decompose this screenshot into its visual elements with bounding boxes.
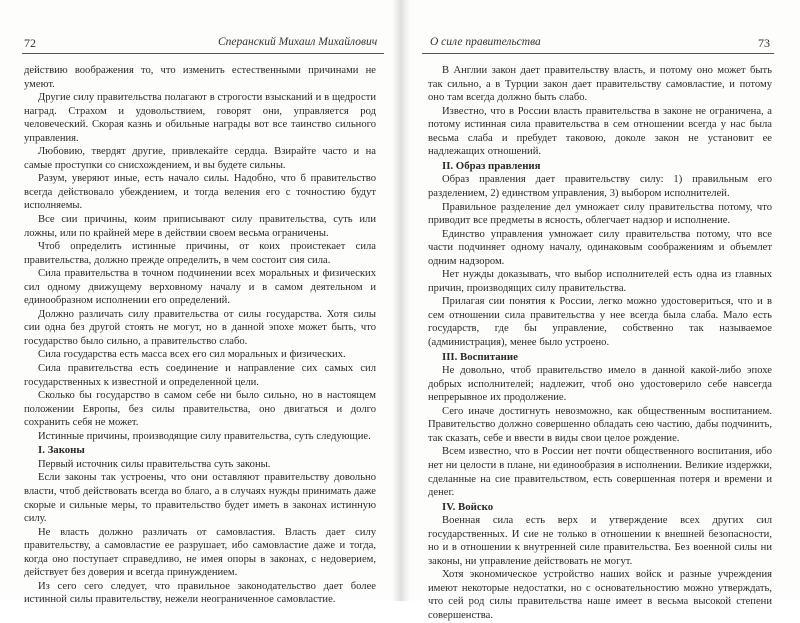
paragraph: Правильное разделение дел умножает силу правительства потому, что приводит все предметы в ясность, облегчает надзор и исполнение. [428, 201, 772, 227]
paragraph: Военная сила есть верх и утверждение всех других сил государственных. И сие не только в отношении к внешней безопасности, но и в отношении к внутренней силе правительства. Без военной силы ни законы, ни управление действовать не могут. [428, 515, 772, 567]
section-heading: II. Образ правления [442, 159, 541, 172]
paragraph: Первый источник силы правительства суть законы. [38, 458, 271, 470]
paragraph: Должно различать силу правительства от силы государства. Хотя силы сии одна без другой стоять не могут, но в данной эпохе может быть, что государство было сильно, а правительство слабо. [24, 308, 376, 347]
header-rule [422, 53, 774, 54]
paragraph: Единство управления умножает силу правительства потому, что все части подчиняет одному началу, одинаковым соображениям и объемлет одним надзором. [428, 228, 772, 267]
paragraph: Сила государства есть масса всех его сил моральных и физических. [38, 349, 346, 361]
paragraph: Всем известно, что в России нет почти общественного воспитания, ибо нет ни целости в плане, ни единообразия в исполнении. Великие издержки, сделанные на сие правительством, есть совершенная потеря и времени и денег. [428, 446, 772, 499]
left-page [0, 0, 400, 606]
page-body [24, 64, 376, 607]
page-body [428, 64, 772, 623]
paragraph: Истинные причины, производящие силу правительства, суть следующие. [38, 430, 371, 442]
paragraph: Образ правления дает правительству силу: 1) правильным его разделением, 2) единством управления, 3) выбором исполнителей. [428, 174, 772, 199]
paragraph: Все сии причины, коим приписывают силу правительства, суть или ложны, или по крайней мере в действии своем весьма ограничены. [24, 214, 376, 239]
paragraph: В Англии закон дает правительству власть, и потому оно может быть так сильно, а в Турции закон дает правительству самовластие, и потому оно там всегда должно быть слабо. [428, 65, 772, 104]
paragraph: Не довольно, чтоб правительство имело в данной какой-либо эпохе добрых исполнителей; надлежит, чтоб оно удостоверило себе навсегда непрерывное их продолжение. [428, 365, 772, 404]
paragraph: Другие силу правительства полагают в строгости взысканий и в щедрости наград. Страхом и удовольствием, говорят они, управляется род человеческий. Скорая казнь и обильные награды вот все таинство сильного управления. [24, 92, 376, 144]
paragraph: Не власть должно различать от самовластия. Власть дает силу правительству, а самовластие ее разрушает, ибо самовластие даже и тогда, когда оно поступает справедливо, не имея опоры в законах, с недоверием, действует без доверия и всегда принуждением. [24, 526, 376, 579]
paragraph: Сего иначе достигнуть невозможно, как общественным воспитанием. Правительство должно совершенно обладать сею частию, дабы подчинить, так сказать, себе и ввести в виды свои целое рождение. [428, 405, 772, 444]
paragraph: Сила правительства в точном подчинении всех моральных и физических сил одному движущему верховному началу и в самом деятельном и единообразном исполнении его определений. [24, 268, 376, 307]
right-page [400, 0, 800, 622]
header-rule [22, 53, 384, 54]
book-gutter [392, 0, 410, 601]
paragraph: Если законы так устроены, что они оставляют правительству довольно власти, чтоб действовать всегда во благо, а в случаях нужды принимать даже скорые и сильные меры, то правительство будет иметь в законах истинную силу. [24, 472, 376, 525]
page-number: 72 [24, 36, 36, 50]
page-number: 73 [758, 36, 770, 50]
paragraph: Из сего сего следует, что правильное законодательство дает более истинной силы правительству, нежели неограниченное самовластие. [24, 580, 376, 606]
running-head: Сперанский Михаил Михайлович [218, 36, 378, 48]
running-head: О силе правительства [430, 36, 541, 48]
section-heading: IV. Войско [442, 500, 494, 513]
paragraph: Сила правительства есть соединение и направление сих самых сил государственных к известной и определенной цели. [24, 363, 376, 388]
section-heading: I. Законы [38, 444, 85, 457]
paragraph: Разум, уверяют иные, есть начало силы. Надобно, что б правительство всегда действовало убеждением, и тогда веления его с точностию будут исполняемы. [24, 173, 376, 212]
paragraph: Прилагая сии понятия к России, легко можно удостовериться, что и в сем отношении сила правительства у нее всегда была слаба. Мало есть государств, где бы управление, собственно так называемое (администрация), менее было устроено. [428, 296, 772, 348]
paragraph: Любовию, твердят другие, привлекайте сердца. Взирайте часто и на самые проступки со снисхождением, и вы будете сильны. [24, 146, 376, 171]
paragraph: Хотя экономическое устройство наших войск и разные учреждения имеют некоторые недостатки, но с основательностию можно утверждать, что сей род силы правительства наше имеет в весьма высокой степени совершенства. [428, 569, 772, 622]
section-heading: III. Воспитание [442, 350, 518, 363]
paragraph: Чтоб определить истинные причины, от коих проистекает сила правительства, должно прежде определить, в чем состоит сия сила. [24, 241, 376, 266]
paragraph: Нет нужды доказывать, что выбор исполнителей есть одна из главных причин, производящих силу правительства. [428, 269, 772, 294]
paragraph: Известно, что в России власть правительства в законе не ограничена, а потому истинная сила правительства в сем отношении всегда у нас была весьма слаба и пребудет таковою, доколе закон не установит ее надлежащих отношений. [428, 105, 772, 158]
paragraph: действию воображения то, что изменить естественными причинами не умеют. [24, 65, 376, 90]
paragraph: Сколько бы государство в самом себе ни было сильно, но в настоящем положении Европы, без силы правительства, оно двигаться и долго сохранить себя не может. [24, 390, 376, 429]
